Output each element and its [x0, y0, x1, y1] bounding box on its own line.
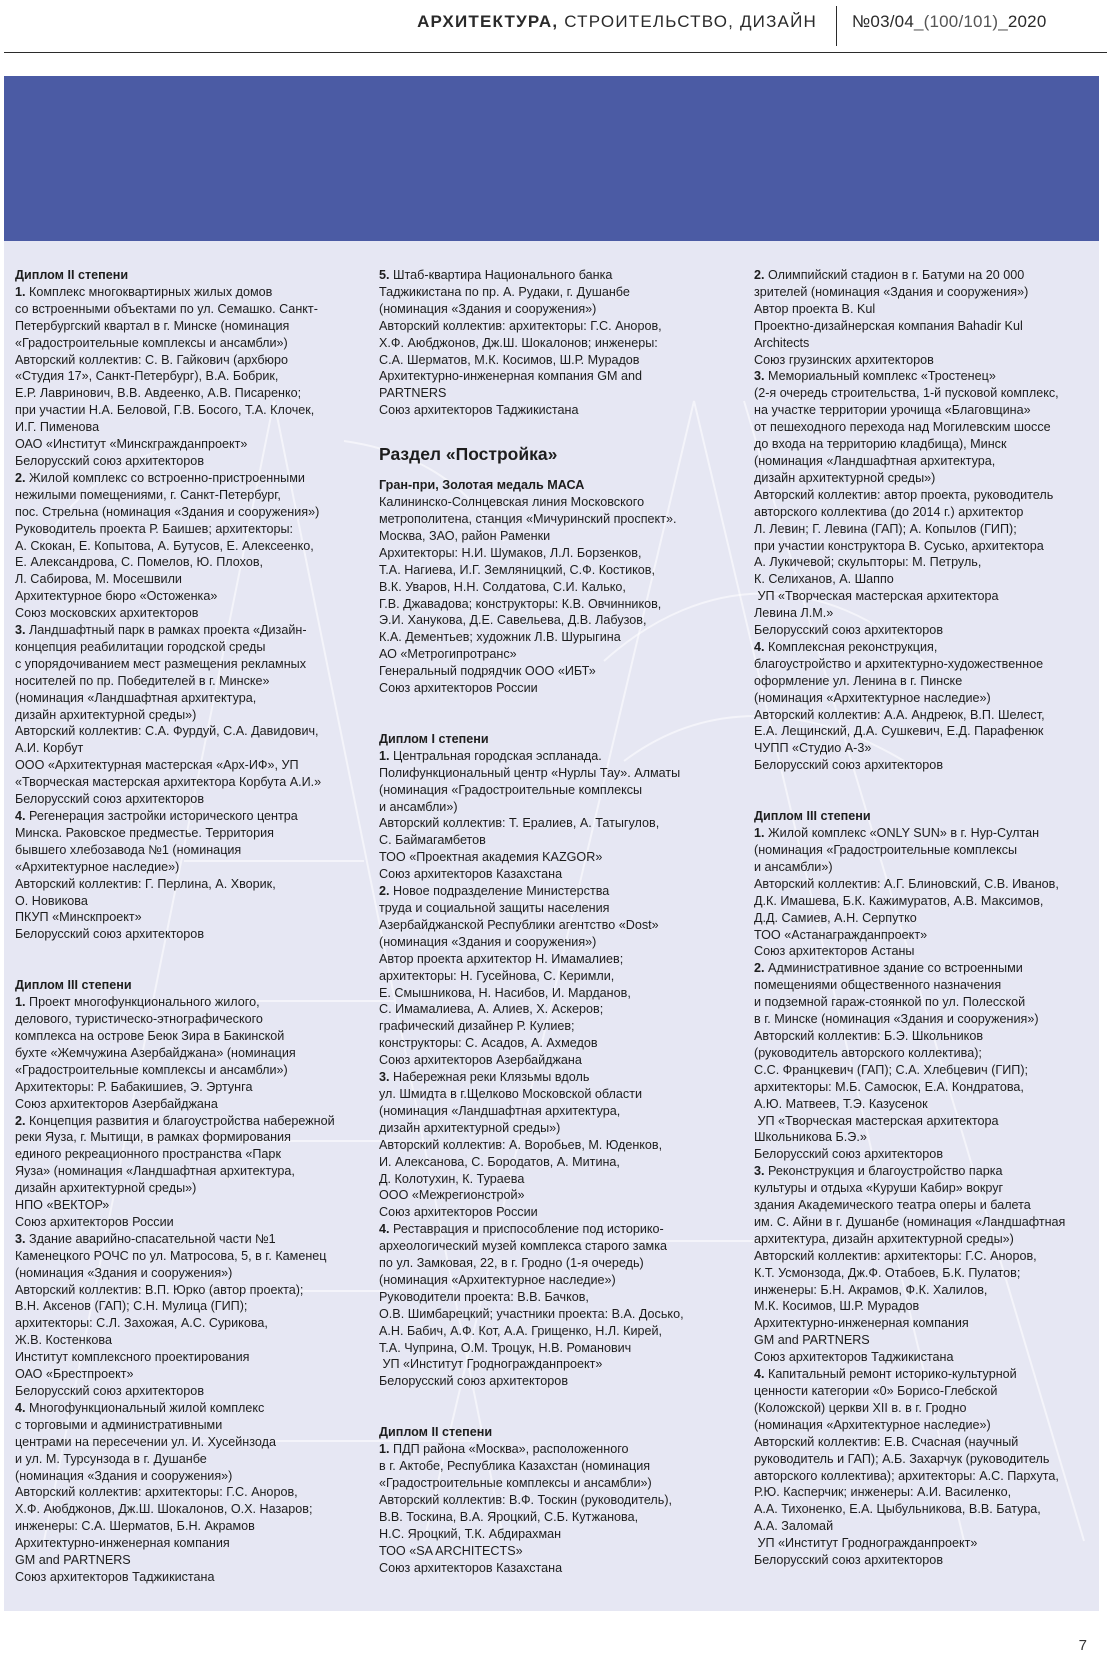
journal-title-bold: АРХИТЕКТУРА, — [417, 12, 559, 31]
awards-content — [4, 241, 1099, 1611]
issue-light: _(100/101)_ — [913, 12, 1008, 31]
award-entry: 3. Набережная реки Клязьмы вдоль ул. Шмидта в г.Щелково Московской области (номинация «Ландшафтная архитектура, дизайн архитектурной среды») Авторский коллектив: А. Воробьев, М. Юденков, И. Алексанова, С. Бородатов, А. Митина, Д. Колотухин, К. Тураева ООО «Межрегионстрой» Союз архитекторов России — [379, 1070, 663, 1220]
diploma-heading: Диплом III степени — [754, 809, 871, 824]
award-entry: 2. Жилой комплекс со встроенно-пристроенными нежилыми помещениями, г. Санкт-Петербург, пос. Стрельна (номинация «Здания и сооружения») Руководитель проекта Р. Баишев; архитекторы: А. Скокан, Е. Копытова, А. Бутусов, Е. Алексеенко, Е. Александрова, С. Помелов, Ю. Плохов, Л. Сабирова, М. Мосешвили Архитектурное бюро «Остоженка» Союз московских архитекторов — [15, 470, 320, 621]
issue-year: 2020 — [1007, 12, 1047, 31]
section-heading: Раздел «Постройка» — [379, 444, 558, 465]
issue-number — [852, 12, 1047, 32]
diploma-heading: Диплом III степени — [15, 978, 132, 993]
page-header — [4, 0, 1107, 53]
blue-banner — [4, 76, 1099, 241]
award-entry: 4. Реставрация и приспособление под историко- археологический музей комплекса старого замка по ул. Замковая, 22, в г. Гродно (1-я очередь) (номинация «Архитектурное наследие») Руководители проекта: В.В. Бачков, О.В. Шимбарецкий; участники проекта: В.А. Досько, А.Н. Бабич, А.Ф. Кот, А.А. Грищенко, Н.Л. Кирей, Т.А. Чуприна, О.М. Троцук, Н.В. Романович УП «Институт Гродногражданпроект» Белорусский союз архитекторов — [379, 1222, 684, 1389]
award-entry: 1. Центральная городская эспланада. Полифункциональный центр «Нурлы Тау». Алматы (номинация «Градостроительные комплексы и ансамбли») Авторский коллектив: Т. Ералиев, А. Татыгулов, С. Баймагамбетов ТОО «Проектная академия KAZGOR» Союз архитекторов Казахстана — [379, 748, 681, 882]
award-entry: 4. Капитальный ремонт историко-культурной ценности категории «0» Борисо-Глебской (Коложской) церкви XII в. в г. Гродно (номинация «Архитектурное наследие») Авторский коллектив: Е.В. Счасная (научный руководитель и ГАП); А.Б. Захарчук (руководитель авторского коллектива); архитекторы: А.С. Пархута, Р.Ю. Касперчик; инженеры: А.И. Василенко, А.А. Тихоненко, Е.А. Цыбульникова, В.В. Батура, А.А. Заломай УП «Институт Гродногражданпроект» Белорусский союз архитекторов — [754, 1367, 1059, 1568]
column-3 — [754, 267, 1099, 1569]
award-entry: 5. Штаб-квартира Национального банка Таджикистана по пр. А. Рудаки, г. Душанбе (номинация «Здания и сооружения») Авторский коллектив: архитекторы: Г.С. Аноров, Х.Ф. Аюбджонов, Дж.Ш. Шокалонов; инженеры: С.А. Шерматов, М.К. Косимов, Ш.Р. Мурадов Архитектурно-инженерная компания GM and PARTNERS Союз архитекторов Таджикистана — [379, 268, 662, 418]
award-entry: 3. Реконструкция и благоустройство парка культуры и отдыха «Куруши Кабир» вокруг здания Академического театра оперы и балета им. С. Айни в г. Душанбе (номинация «Ландшафтная архитектура, дизайн архитектурной среды») Авторский коллектив: архитекторы: Г.С. Аноров, К.Т. Усмонзода, Дж.Ф. Отабоев, Б.К. Пулатов; инженеры: Б.Н. Акрамов, Ф.К. Халилов, М.К. Косимов, Ш.Р. Мурадов Архитектурно-инженерная компания GM and PARTNERS Союз архитекторов Таджикистана — [754, 1164, 1066, 1365]
column-1 — [15, 267, 370, 1586]
award-entry: 4. Комплексная реконструкция, благоустройство и архитектурно-художественное оформление ул. Ленина в г. Пинске (номинация «Архитектурное наследие») Авторский коллектив: А.А. Андреюк, В.П. Шелест, Е.А. Лещинский, Д.А. Сушкевич, Е.Д. Парафенюк ЧУПП «Студио А-3» Белорусский союз архитекторов — [754, 639, 1045, 773]
journal-title — [417, 12, 817, 32]
diploma-heading: Диплом II степени — [15, 268, 129, 282]
column-2 — [379, 267, 734, 1576]
award-entry: 3. Здание аварийно-спасательной части №1 Каменецкого РОЧС по ул. Матросова, 5, в г. Каменец (номинация «Здания и сооружения») Авторский коллектив: В.П. Юрко (автор проекта); В.Н. Аксенов (ГАП); С.Н. Мулица (ГИП); архитекторы: С.Л. Захожая, А.С. Сурикова, Ж.В. Костенкова Институт комплексного проектирования ОАО «Брестпроект» Белорусский союз архитекторов — [15, 1231, 327, 1398]
award-entry: 2. Административное здание со встроенными помещениями общественного назначения и подземной гараж-стоянкой по ул. Полесской в г. Минске (номинация «Здания и сооружения») Авторский коллектив: Б.Э. Школьников (руководитель авторского коллектива); С.С. Францкевич (ГАП); С.А. Хлебцевич (ГИП); архитекторы: М.Б. Самосюк, Е.А. Кондратова, А.Ю. Матвеев, Т.Э. Казусенок УП «Творческая мастерская архитектора Школьникова Б.Э.» Белорусский союз архитекторов — [754, 961, 1039, 1162]
grand-prix-heading: Гран-при, Золотая медаль МАСА — [379, 478, 585, 493]
award-entry: 4. Регенерация застройки исторического центра Минска. Раковское предместье. Территория бывшего хлебозавода №1 (номинация «Архитектурное наследие») Авторский коллектив: Г. Перлина, А. Хворик, О. Новикова ПКУП «Минскпроект» Белорусский союз архитекторов — [15, 809, 298, 942]
diploma-heading: Диплом I степени — [379, 731, 489, 746]
header-divider — [836, 6, 837, 46]
award-entry: Калининско-Солнцевская линия Московского метрополитена, станция «Мичуринский проспект». Москва, ЗАО, район Раменки Архитекторы: Н.И. Шумаков, Л.Л. Борзенков, Т.А. Нагиева, И.Г. Земляницкий, С.Ф. Костиков, В.К. Уваров, Н.Н. Солдатова, С.И. Калько, Г.В. Джавадова; конструкторы: К.В. Овчинников, Э.И. Ханукова, Д.Е. Савельева, Д.В. Лабузов, К.А. Дементьев; художник Л.В. Шурыгина АО «Метрогипротранс» Генеральный подрядчик ООО «ИБТ» Союз архитекторов России — [379, 495, 677, 696]
award-entry: 2. Новое подразделение Министерства труда и социальной защиты населения Азербайджанской Республики агентство «Dost» (номинация «Здания и сооружения») Автор проекта архитектор Н. Имамалиев; архитекторы: Н. Гусейнова, С. Керимли, Е. Смышникова, Н. Насибов, И. Марданов, С. Имамалиева, А. Алиев, Х. Аскеров; графический дизайнер Р. Кулиев; конструкторы: С. Асадов, А. Ахмедов Союз архитекторов Азербайджана — [379, 884, 659, 1068]
diploma-heading: Диплом II степени — [379, 1425, 493, 1440]
award-entry: 1. Комплекс многоквартирных жилых домов со встроенными объектами по ул. Семашко. Санкт- Петербургский квартал в г. Минске (номинация «Градостроительные комплексы и ансамбли») Авторский коллектив: С. В. Гайкович (архбюро «Студия 17», Санкт-Петербург), В.А. Бобрик, Е.Р. Лавринович, В.В. Авдеенко, А.В. Писаренко; при участии Н.А. Беловой, Г.В. Босого, Т.А. Клочек, И.Г. Пименова ОАО «Институт «Минскгражданпроект» Белорусский союз архитекторов — [15, 284, 318, 468]
award-entry: 2. Концепция развития и благоустройства набережной реки Яуза, г. Мытищи, в рамках формирования единого рекреационного пространства «Парк Яуза» (номинация «Ландшафтная архитектура, дизайн архитектурной среды») НПО «ВЕКТОР» Союз архитекторов России — [15, 1113, 335, 1229]
journal-title-rest: СТРОИТЕЛЬСТВО, ДИЗАЙН — [558, 12, 817, 31]
issue-main: №03/04 — [852, 12, 914, 31]
page-number: 7 — [1078, 1637, 1087, 1654]
award-entry: 2. Олимпийский стадион в г. Батуми на 20 000 зрителей (номинация «Здания и сооружения») Автор проекта B. Kul Проектно-дизайнерская компания Bahadir Kul Architects Союз грузинских архитекторов — [754, 268, 1029, 367]
award-entry: 4. Многофункциональный жилой комплекс с торговыми и административными центрами на пересечении ул. И. Хусейнзода и ул. М. Турсунзода в г. Душанбе (номинация «Здания и сооружения») Авторский коллектив: архитекторы: Г.С. Аноров, Х.Ф. Аюбджонов, Дж.Ш. Шокалонов, О.Х. Назаров; инженеры: С.А. Шерматов, Б.Н. Акрамов Архитектурно-инженерная компания GM and PARTNERS Союз архитекторов Таджикистана — [15, 1400, 313, 1584]
award-entry: 3. Ландшафтный парк в рамках проекта «Дизайн- концепция реабилитации городской среды с упорядочиванием мест размещения рекламных носителей по пр. Победителей в г. Минске» (номинация «Ландшафтная архитектура, дизайн архитектурной среды») Авторский коллектив: С.А. Фурдуй, С.А. Давидович, А.И. Корбут ООО «Архитектурная мастерская «Арх-ИФ», УП «Творческая мастерская архитектора Корбута А.И.» Белорусский союз архитекторов — [15, 623, 322, 807]
award-entry: 1. ПДП района «Москва», расположенного в г. Актобе, Республика Казахстан (номинация «Градостроительные комплексы и ансамбли») Авторский коллектив: В.Ф. Тоскин (руководитель), В.В. Тоскина, В.А. Яроцкий, С.Б. Кутжанова, Н.С. Яроцкий, Т.К. Абдирахман ТОО «SA ARCHITECTS» Союз архитекторов Казахстана — [379, 1442, 673, 1575]
award-entry: 1. Жилой комплекс «ONLY SUN» в г. Нур-Султан (номинация «Градостроительные комплексы и ансамбли») Авторский коллектив: А.Г. Блиновский, С.В. Иванов, Д.К. Имашева, Б.К. Кажимуратов, А.В. Максимов, Д.Д. Самиев, А.Н. Серпутко ТОО «Астанагражданпроект» Союз архитекторов Астаны — [754, 826, 1059, 959]
award-entry: 3. Мемориальный комплекс «Тростенец» (2-я очередь строительства, 1-й пусковой комплекс, на участке территории урочища «Благовщина» от пешеходного перехода над Могилевским шоссе до входа на территорию кладбища), Минск (номинация «Ландшафтная архитектура, дизайн архитектурной среды») Авторский коллектив: автор проекта, руководитель авторского коллектива (до 2014 г.) архитектор Л. Левин; Г. Левина (ГАП); А. Копылов (ГИП); при участии конструктора В. Сусько, архитектора А. Лукичевой; скульпторы: М. Петруль, К. Селиханов, А. Шаппо УП «Творческая мастерская архитектора Левина Л.М.» Белорусский союз архитекторов — [754, 369, 1059, 638]
award-entry: 1. Проект многофункционального жилого, делового, туристическо-этнографического комплекса на острове Беюк Зира в Бакинской бухте «Жемчужина Азербайджана» (номинация «Градостроительные комплексы и ансамбли») Архитекторы: Р. Бабакишиев, Э. Эртунга Союз архитекторов Азербайджана — [15, 995, 296, 1111]
